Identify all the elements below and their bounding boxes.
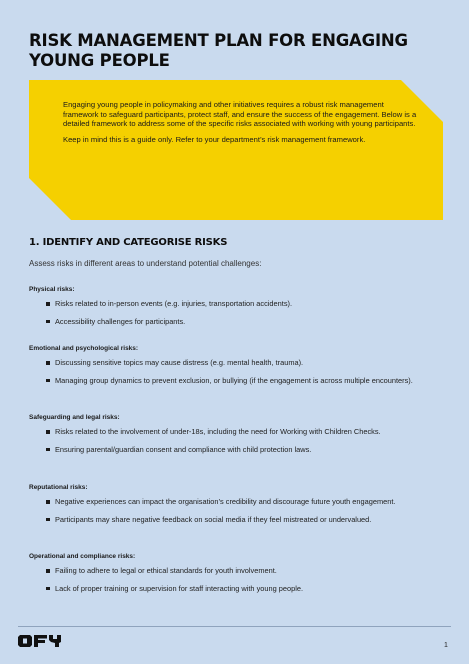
callout-paragraph: Engaging young people in policymaking and other initiatives requires a robust risk management framework to safeguard participants, protect staff, and ensure the success of the engagement. Below is a detailed framework to address some of the specific risks associated with working with young participants.: [63, 100, 417, 129]
list-item: Negative experiences can impact the organisation’s credibility and discourage future youth engagement.: [29, 497, 443, 507]
risk-category-emotional: [29, 345, 443, 393]
footer-divider: [18, 626, 451, 627]
bullet-list: [29, 497, 443, 524]
bullet-icon: [46, 430, 50, 434]
list-item: Risks related to in-person events (e.g. injuries, transportation accidents).: [29, 299, 443, 309]
risk-category-safeguarding: [29, 414, 443, 462]
risk-category-operational: [29, 553, 443, 601]
intro-callout: [29, 80, 443, 220]
category-heading: Operational and compliance risks:: [29, 553, 136, 560]
section-heading: 1. IDENTIFY AND CATEGORISE RISKS: [29, 237, 228, 248]
risk-category-reputational: [29, 484, 443, 532]
category-heading: Safeguarding and legal risks:: [29, 414, 120, 421]
list-item: Discussing sensitive topics may cause distress (e.g. mental health, trauma).: [29, 358, 443, 368]
list-item: Failing to adhere to legal or ethical standards for youth involvement.: [29, 566, 443, 576]
bullet-list: [29, 427, 443, 454]
risk-category-physical: [29, 286, 443, 334]
list-item: Accessibility challenges for participants.: [29, 317, 443, 327]
bullet-icon: [46, 518, 50, 522]
list-item: Participants may share negative feedback on social media if they feel mistreated or undervalued.: [29, 515, 443, 525]
callout-note: Keep in mind this is a guide only. Refer to your department’s risk management framework.: [63, 134, 366, 144]
ofy-logo-icon: [18, 634, 64, 653]
category-heading: Emotional and psychological risks:: [29, 345, 139, 352]
bullet-list: [29, 299, 443, 326]
bullet-icon: [46, 379, 50, 383]
list-item: Lack of proper training or supervision for staff interacting with young people.: [29, 584, 443, 594]
page-number: 1: [444, 642, 448, 649]
category-heading: Physical risks:: [29, 286, 75, 293]
bullet-icon: [46, 320, 50, 324]
page-title: RISK MANAGEMENT PLAN FOR ENGAGING YOUNG PEOPLE: [29, 31, 408, 70]
bullet-list: [29, 358, 443, 385]
bullet-icon: [46, 302, 50, 306]
bullet-list: [29, 566, 443, 593]
callout-text: [63, 100, 419, 144]
bullet-icon: [46, 448, 50, 452]
bullet-icon: [46, 587, 50, 591]
bullet-icon: [46, 500, 50, 504]
bullet-icon: [46, 361, 50, 365]
category-heading: Reputational risks:: [29, 484, 88, 491]
list-item: Ensuring parental/guardian consent and compliance with child protection laws.: [29, 445, 443, 455]
bullet-icon: [46, 569, 50, 573]
list-item: Managing group dynamics to prevent exclusion, or bullying (if the engagement is across multiple encounters).: [29, 376, 443, 386]
list-item: Risks related to the involvement of under-18s, including the need for Working with Children Checks.: [29, 427, 443, 437]
section-intro: Assess risks in different areas to understand potential challenges:: [29, 259, 262, 268]
